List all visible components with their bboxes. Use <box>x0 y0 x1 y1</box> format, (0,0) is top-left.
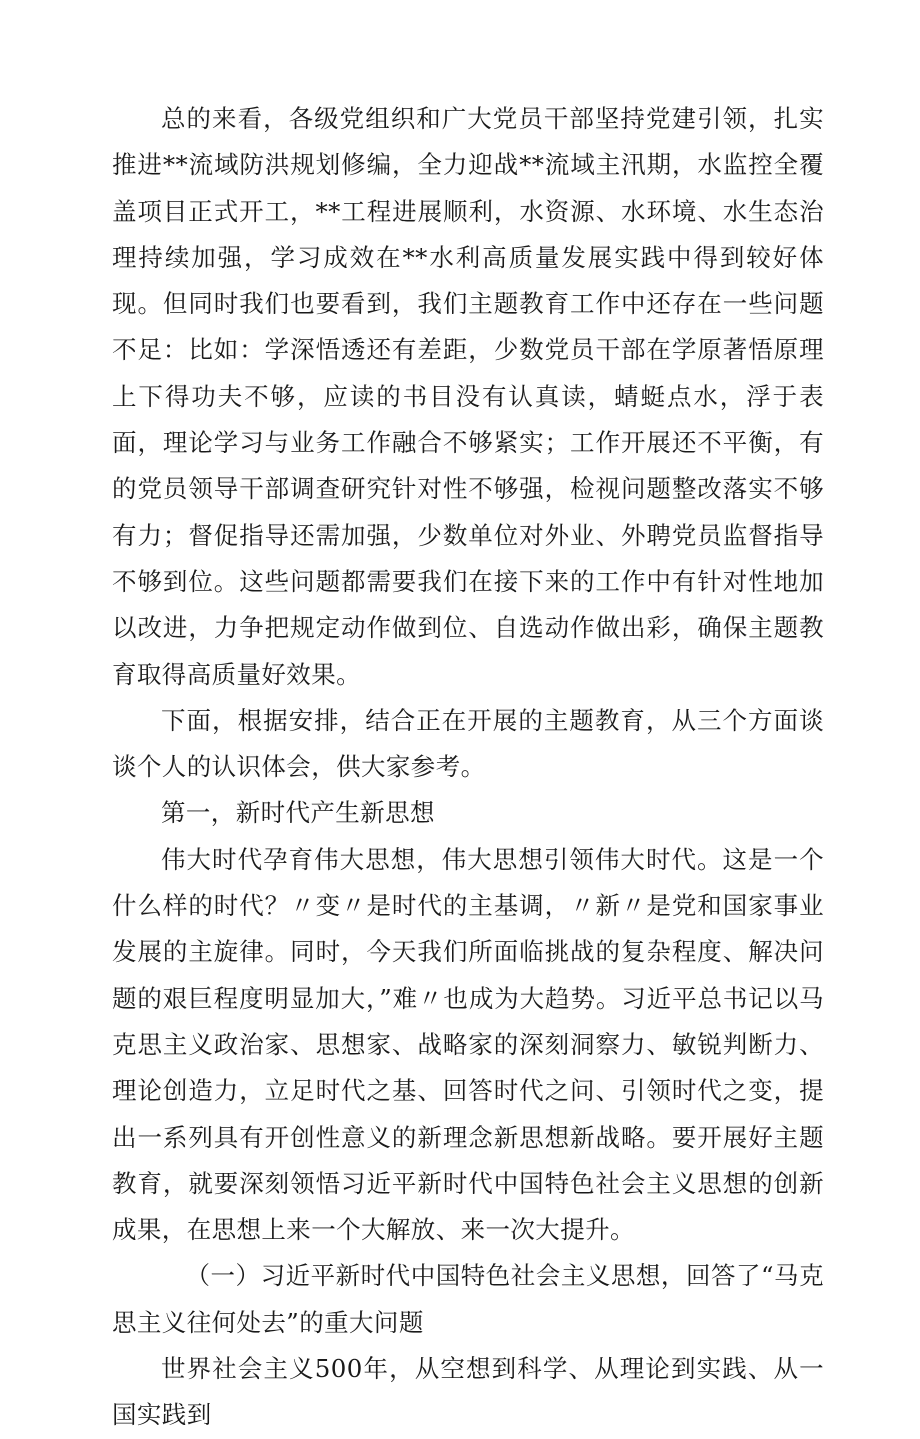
section-paragraph: 伟大时代孕育伟大思想，伟大思想引领伟大时代。这是一个什么样的时代？〃变〃是时代的主基调，〃新〃是党和国家事业发展的主旋律。同时，今天我们所面临挑战的复杂程度、解决问题的艰巨程度明显加大，”难〃也成为大趋势。习近平总书记以马克思主义政治家、思想家、战略家的深刻洞察力、敏锐判断力、理论创造力，立足时代之基、回答时代之问、引领时代之变，提出一系列具有开创性意义的新理念新思想新战略。要开展好主题教育，就要深刻领悟习近平新时代中国特色社会主义思想的创新成果，在思想上来一个大解放、来一次大提升。 <box>112 844 824 1245</box>
final-paragraph: 世界社会主义500年，从空想到科学、从理论到实践、从一国实践到 <box>112 1354 824 1430</box>
subsection-heading: （一）习近平新时代中国特色社会主义思想，回答了“马克思主义往何处去”的重大问题 <box>112 1261 824 1337</box>
section-heading: 第一，新时代产生新思想 <box>161 798 435 828</box>
intro-paragraph: 下面，根据安排，结合正在开展的主题教育，从三个方面谈谈个人的认识体会，供大家参考。 <box>112 705 824 782</box>
document-body <box>112 96 824 1439</box>
summary-paragraph: 总的来看，各级党组织和广大党员干部坚持党建引领，扎实推进**流域防洪规划修编，全力迎战**流域主汛期，水监控全覆盖项目正式开工，**工程进展顺利，水资源、水环境、水生态治理持续加强，学习成效在**水利高质量发展实践中得到较好体现。但同时我们也要看到，我们主题教育工作中还存在一些问题不足：比如：学深悟透还有差距，少数党员干部在学原著悟原理上下得功夫不够，应读的书目没有认真读，蜻蜓点水，浮于表面，理论学习与业务工作融合不够紧实；工作开展还不平衡，有的党员领导干部调查研究针对性不够强，检视问题整改落实不够有力；督促指导还需加强，少数单位对外业、外聘党员监督指导不够到位。这些问题都需要我们在接下来的工作中有针对性地加以改进，力争把规定动作做到位、自选动作做出彩，确保主题教育取得高质量好效果。 <box>112 104 824 689</box>
